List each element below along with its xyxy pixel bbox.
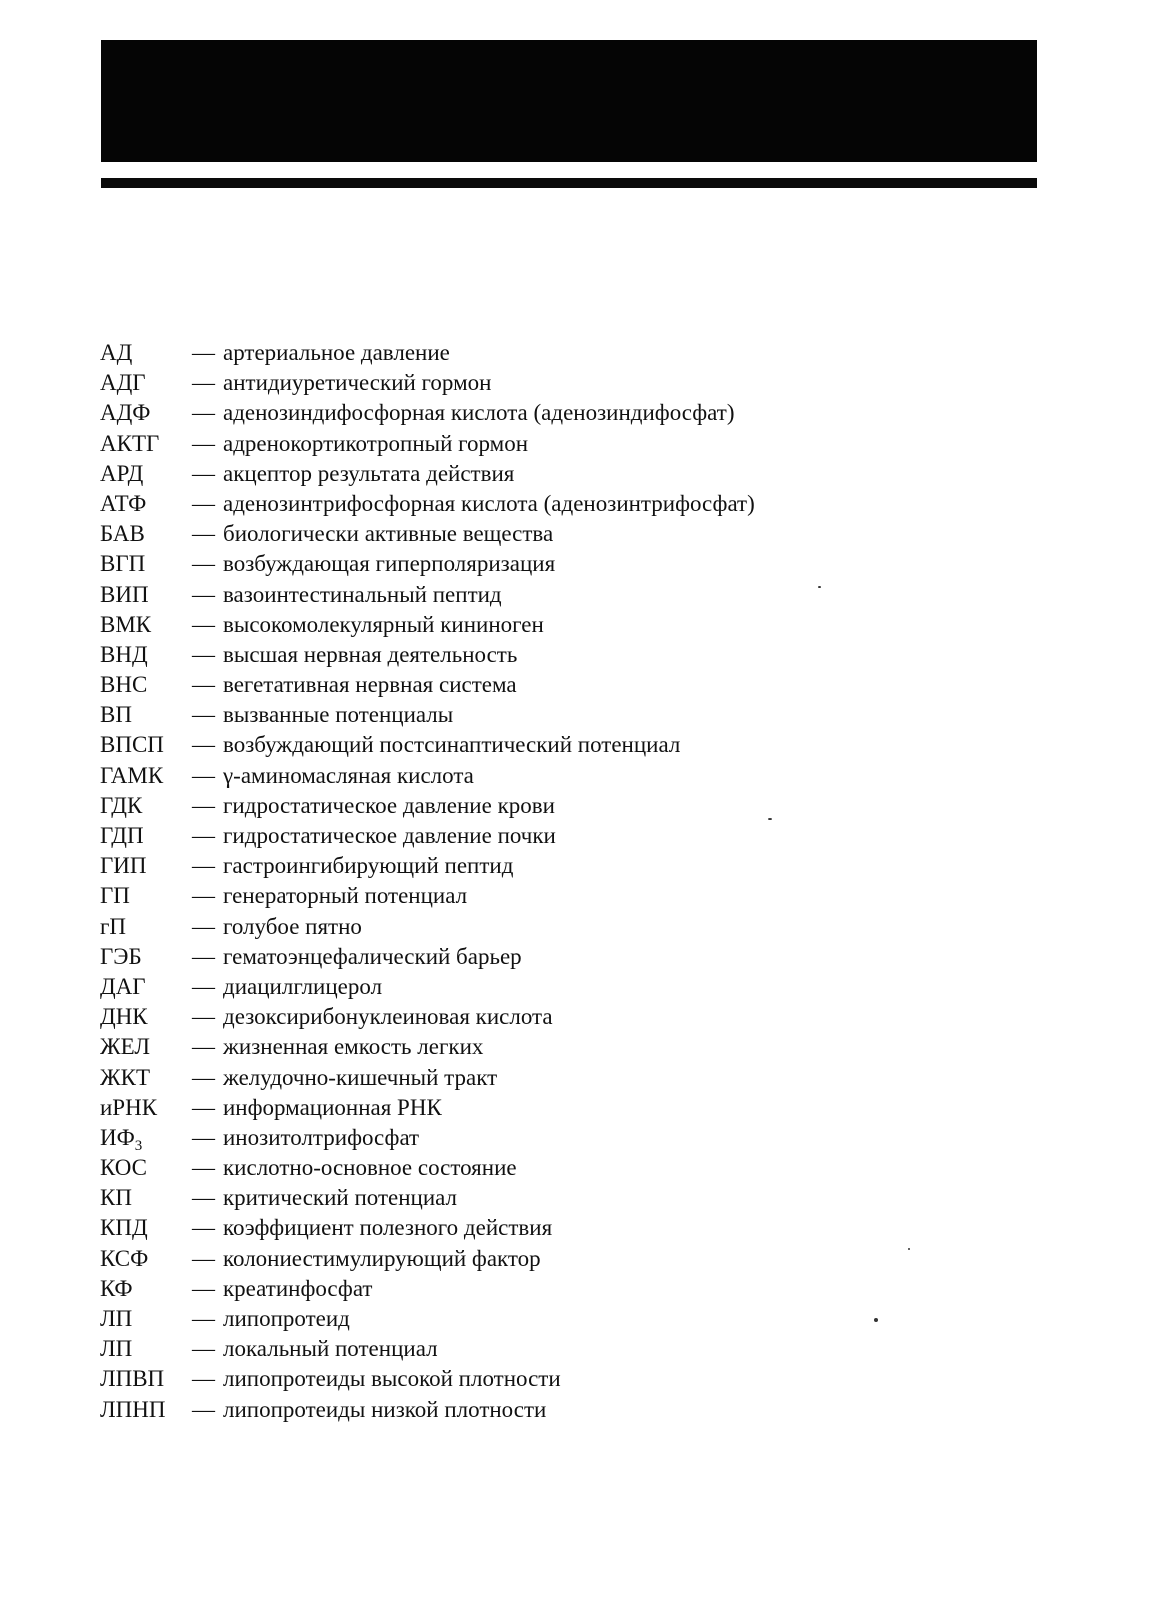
abbreviation-definition: липопротеид <box>223 1306 350 1331</box>
scan-speck <box>908 1248 910 1250</box>
abbreviation-definition: гидростатическое давление крови <box>223 792 555 818</box>
abbreviation-term <box>100 610 192 640</box>
abbreviation-term-text: ДНК <box>100 1004 148 1030</box>
abbreviation-term <box>100 1153 192 1183</box>
abbreviation-definition: локальный потенциал <box>223 1336 438 1362</box>
list-item <box>100 368 1000 398</box>
list-item <box>100 791 1000 821</box>
list-item <box>100 1334 1000 1364</box>
abbreviation-term-text: АКТГ <box>100 430 160 456</box>
em-dash: — <box>192 1034 215 1060</box>
em-dash: — <box>192 853 215 879</box>
em-dash: — <box>192 823 215 848</box>
list-item <box>100 912 1000 942</box>
abbreviation-term-text: ВНС <box>100 672 148 698</box>
abbreviation-term <box>100 519 192 549</box>
list-item <box>100 670 1000 700</box>
abbreviation-definition: коэффициент полезного действия <box>223 1215 553 1241</box>
abbreviation-term <box>100 549 192 579</box>
abbreviation-definition: критический потенциал <box>223 1185 458 1211</box>
list-item <box>100 489 1000 519</box>
list-item <box>100 459 1000 489</box>
em-dash: — <box>192 672 215 698</box>
list-item <box>100 730 1000 760</box>
abbreviation-term <box>100 942 192 972</box>
abbreviation-term <box>100 580 192 610</box>
abbreviation-term <box>100 821 192 851</box>
abbreviation-term <box>100 1304 192 1334</box>
abbreviation-term <box>100 1183 192 1213</box>
abbreviation-term-text: ГЭБ <box>100 943 142 969</box>
abbreviation-term-text: КФ <box>100 1275 133 1301</box>
abbreviation-term <box>100 972 192 1002</box>
abbreviation-term <box>100 459 192 489</box>
em-dash: — <box>192 460 215 486</box>
abbreviation-term-text: ЖЕЛ <box>100 1034 150 1060</box>
abbreviation-term <box>100 368 192 398</box>
abbreviation-term-text: ВП <box>100 702 132 728</box>
abbreviation-term-text: АДФ <box>100 400 151 426</box>
abbreviation-term-text: ГП <box>100 883 130 909</box>
abbreviation-definition: акцептор результата действия <box>223 460 515 486</box>
em-dash: — <box>192 913 215 939</box>
list-item <box>100 580 1000 610</box>
em-dash: — <box>192 973 215 999</box>
abbreviation-term-text: ЛП <box>100 1336 133 1362</box>
abbreviation-term <box>100 398 192 428</box>
abbreviation-term-text: ИФ <box>100 1124 135 1150</box>
abbreviation-definition: гидростатическое давление почки <box>223 823 556 848</box>
em-dash: — <box>192 521 215 547</box>
abbreviation-term <box>100 1002 192 1032</box>
abbreviation-term-text: АД <box>100 340 133 365</box>
abbreviation-term-text: ГАМК <box>100 762 164 788</box>
abbreviation-term-text: КПД <box>100 1215 148 1241</box>
abbreviation-definition: информационная РНК <box>223 1094 442 1120</box>
em-dash: — <box>192 702 215 728</box>
abbreviation-term <box>100 881 192 911</box>
em-dash: — <box>192 943 215 969</box>
abbreviation-term-text: ВМК <box>100 611 152 637</box>
abbreviation-term <box>100 700 192 730</box>
header-rule <box>101 178 1037 188</box>
list-item <box>100 942 1000 972</box>
abbreviation-term <box>100 1274 192 1304</box>
abbreviation-term-text: ВИП <box>100 581 149 607</box>
abbreviation-term <box>100 1093 192 1123</box>
em-dash: — <box>192 1306 215 1331</box>
list-item <box>100 398 1000 428</box>
abbreviation-definition: возбуждающая гиперполяризация <box>223 551 556 577</box>
abbreviation-definition: вазоинтестинальный пептид <box>223 581 502 607</box>
list-item <box>100 1153 1000 1183</box>
abbreviation-definition: желудочно-кишечный тракт <box>223 1064 498 1090</box>
abbreviation-definition: антидиуретический гормон <box>223 370 492 396</box>
em-dash: — <box>192 581 215 607</box>
abbreviation-definition: инозитолтрифосфат <box>223 1124 420 1150</box>
list-item <box>100 1032 1000 1062</box>
list-item <box>100 1395 1000 1425</box>
em-dash: — <box>192 1275 215 1301</box>
abbreviation-list <box>100 338 1000 1425</box>
em-dash: — <box>192 1215 215 1241</box>
list-item <box>100 1274 1000 1304</box>
abbreviation-definition: аденозиндифосфорная кислота (аденозиндифосфат) <box>223 400 735 426</box>
list-item <box>100 881 1000 911</box>
abbreviation-term <box>100 730 192 760</box>
abbreviation-term-text: КП <box>100 1185 132 1211</box>
abbreviation-definition: липопротеиды высокой плотности <box>223 1366 561 1392</box>
abbreviation-term <box>100 851 192 881</box>
abbreviation-definition: возбуждающий постсинаптический потенциал <box>223 732 681 758</box>
abbreviation-term <box>100 912 192 942</box>
em-dash: — <box>192 490 215 516</box>
abbreviation-term <box>100 670 192 700</box>
abbreviation-definition: вегетативная нервная система <box>223 672 517 698</box>
abbreviation-term <box>100 1063 192 1093</box>
em-dash: — <box>192 430 215 456</box>
scan-speck <box>874 1318 878 1322</box>
em-dash: — <box>192 1124 215 1150</box>
abbreviation-term <box>100 1395 192 1425</box>
abbreviation-definition: высшая нервная деятельность <box>223 641 518 667</box>
abbreviation-term <box>100 640 192 670</box>
abbreviation-definition: вызванные потенциалы <box>223 702 454 728</box>
list-item <box>100 972 1000 1002</box>
em-dash: — <box>192 1336 215 1362</box>
scan-speck <box>818 586 821 588</box>
abbreviation-definition: гематоэнцефалический барьер <box>223 943 522 969</box>
abbreviation-term-text: БАВ <box>100 521 145 547</box>
em-dash: — <box>192 551 215 577</box>
list-item <box>100 1002 1000 1032</box>
abbreviation-definition: жизненная емкость легких <box>223 1034 484 1060</box>
em-dash: — <box>192 1396 215 1422</box>
list-item <box>100 1093 1000 1123</box>
em-dash: — <box>192 340 215 365</box>
list-item <box>100 1304 1000 1334</box>
abbreviation-definition: высокомолекулярный кининоген <box>223 611 544 637</box>
abbreviation-term <box>100 1364 192 1394</box>
abbreviation-term <box>100 489 192 519</box>
abbreviation-definition: адренокортикотропный гормон <box>223 430 529 456</box>
list-item <box>100 761 1000 791</box>
abbreviation-term-text: ВПСП <box>100 732 164 758</box>
abbreviation-term-text: ГИП <box>100 853 147 879</box>
list-item <box>100 1183 1000 1213</box>
abbreviation-definition: колониестимулирующий фактор <box>223 1245 541 1271</box>
em-dash: — <box>192 370 215 396</box>
abbreviation-term <box>100 429 192 459</box>
abbreviation-term <box>100 338 192 368</box>
abbreviation-term-text: ВНД <box>100 641 148 667</box>
abbreviation-term-text: КСФ <box>100 1245 149 1271</box>
em-dash: — <box>192 762 215 788</box>
header-black-block <box>101 40 1037 162</box>
abbreviation-term-text: КОС <box>100 1155 147 1181</box>
list-item <box>100 1364 1000 1394</box>
abbreviation-definition: артериальное давление <box>223 340 450 365</box>
abbreviation-term <box>100 1334 192 1364</box>
abbreviation-term-text: ЖКТ <box>100 1064 150 1090</box>
abbreviation-term-text: АДГ <box>100 370 146 396</box>
abbreviation-definition: дезоксирибонуклеиновая кислота <box>223 1004 553 1030</box>
abbreviation-definition: кислотно-основное состояние <box>223 1155 517 1181</box>
abbreviation-term <box>100 791 192 821</box>
list-item <box>100 821 1000 851</box>
abbreviation-definition: аденозинтрифосфорная кислота (аденозинтрифосфат) <box>223 490 755 516</box>
abbreviation-definition: биологически активные вещества <box>223 521 554 547</box>
list-item <box>100 851 1000 881</box>
em-dash: — <box>192 1094 215 1120</box>
abbreviation-term-text: АРД <box>100 460 144 486</box>
list-item <box>100 429 1000 459</box>
abbreviation-term-text: ВГП <box>100 551 146 577</box>
list-item <box>100 610 1000 640</box>
list-item <box>100 338 1000 368</box>
em-dash: — <box>192 1245 215 1271</box>
abbreviation-term-text: гП <box>100 913 127 939</box>
em-dash: — <box>192 641 215 667</box>
em-dash: — <box>192 400 215 426</box>
abbreviation-term-text: ГДП <box>100 823 144 848</box>
abbreviation-term <box>100 1244 192 1274</box>
abbreviation-definition: генераторный потенциал <box>223 883 468 909</box>
em-dash: — <box>192 611 215 637</box>
abbreviation-definition: липопротеиды низкой плотности <box>223 1396 547 1422</box>
em-dash: — <box>192 1185 215 1211</box>
list-item <box>100 1213 1000 1243</box>
abbreviation-definition: γ-аминомасляная кислота <box>223 762 474 788</box>
em-dash: — <box>192 1366 215 1392</box>
abbreviation-term-text: АТФ <box>100 490 147 516</box>
abbreviation-term <box>100 761 192 791</box>
em-dash: — <box>192 732 215 758</box>
em-dash: — <box>192 883 215 909</box>
list-item <box>100 519 1000 549</box>
em-dash: — <box>192 1064 215 1090</box>
list-item <box>100 1244 1000 1274</box>
abbreviation-definition: голубое пятно <box>223 913 362 939</box>
list-item <box>100 549 1000 579</box>
list-item <box>100 700 1000 730</box>
abbreviation-term-text: ДАГ <box>100 973 146 999</box>
abbreviation-definition: диацилглицерол <box>223 973 383 999</box>
em-dash: — <box>192 1155 215 1181</box>
abbreviation-term <box>100 1032 192 1062</box>
list-item <box>100 1123 1000 1153</box>
abbreviation-term-text: ЛПВП <box>100 1366 165 1392</box>
list-item <box>100 1063 1000 1093</box>
em-dash: — <box>192 1004 215 1030</box>
scan-speck <box>768 818 772 820</box>
abbreviation-definition: креатинфосфат <box>223 1275 373 1301</box>
abbreviation-term-text: ГДК <box>100 792 143 818</box>
abbreviation-term-subscript: 3 <box>134 1137 143 1154</box>
abbreviation-term-text: иРНК <box>100 1094 158 1120</box>
abbreviation-term-text: ЛП <box>100 1306 133 1331</box>
abbreviation-definition: гастроингибирующий пептид <box>223 853 514 879</box>
em-dash: — <box>192 792 215 818</box>
abbreviation-term-text: ЛПНП <box>100 1396 166 1422</box>
abbreviation-term <box>100 1213 192 1243</box>
list-item <box>100 640 1000 670</box>
